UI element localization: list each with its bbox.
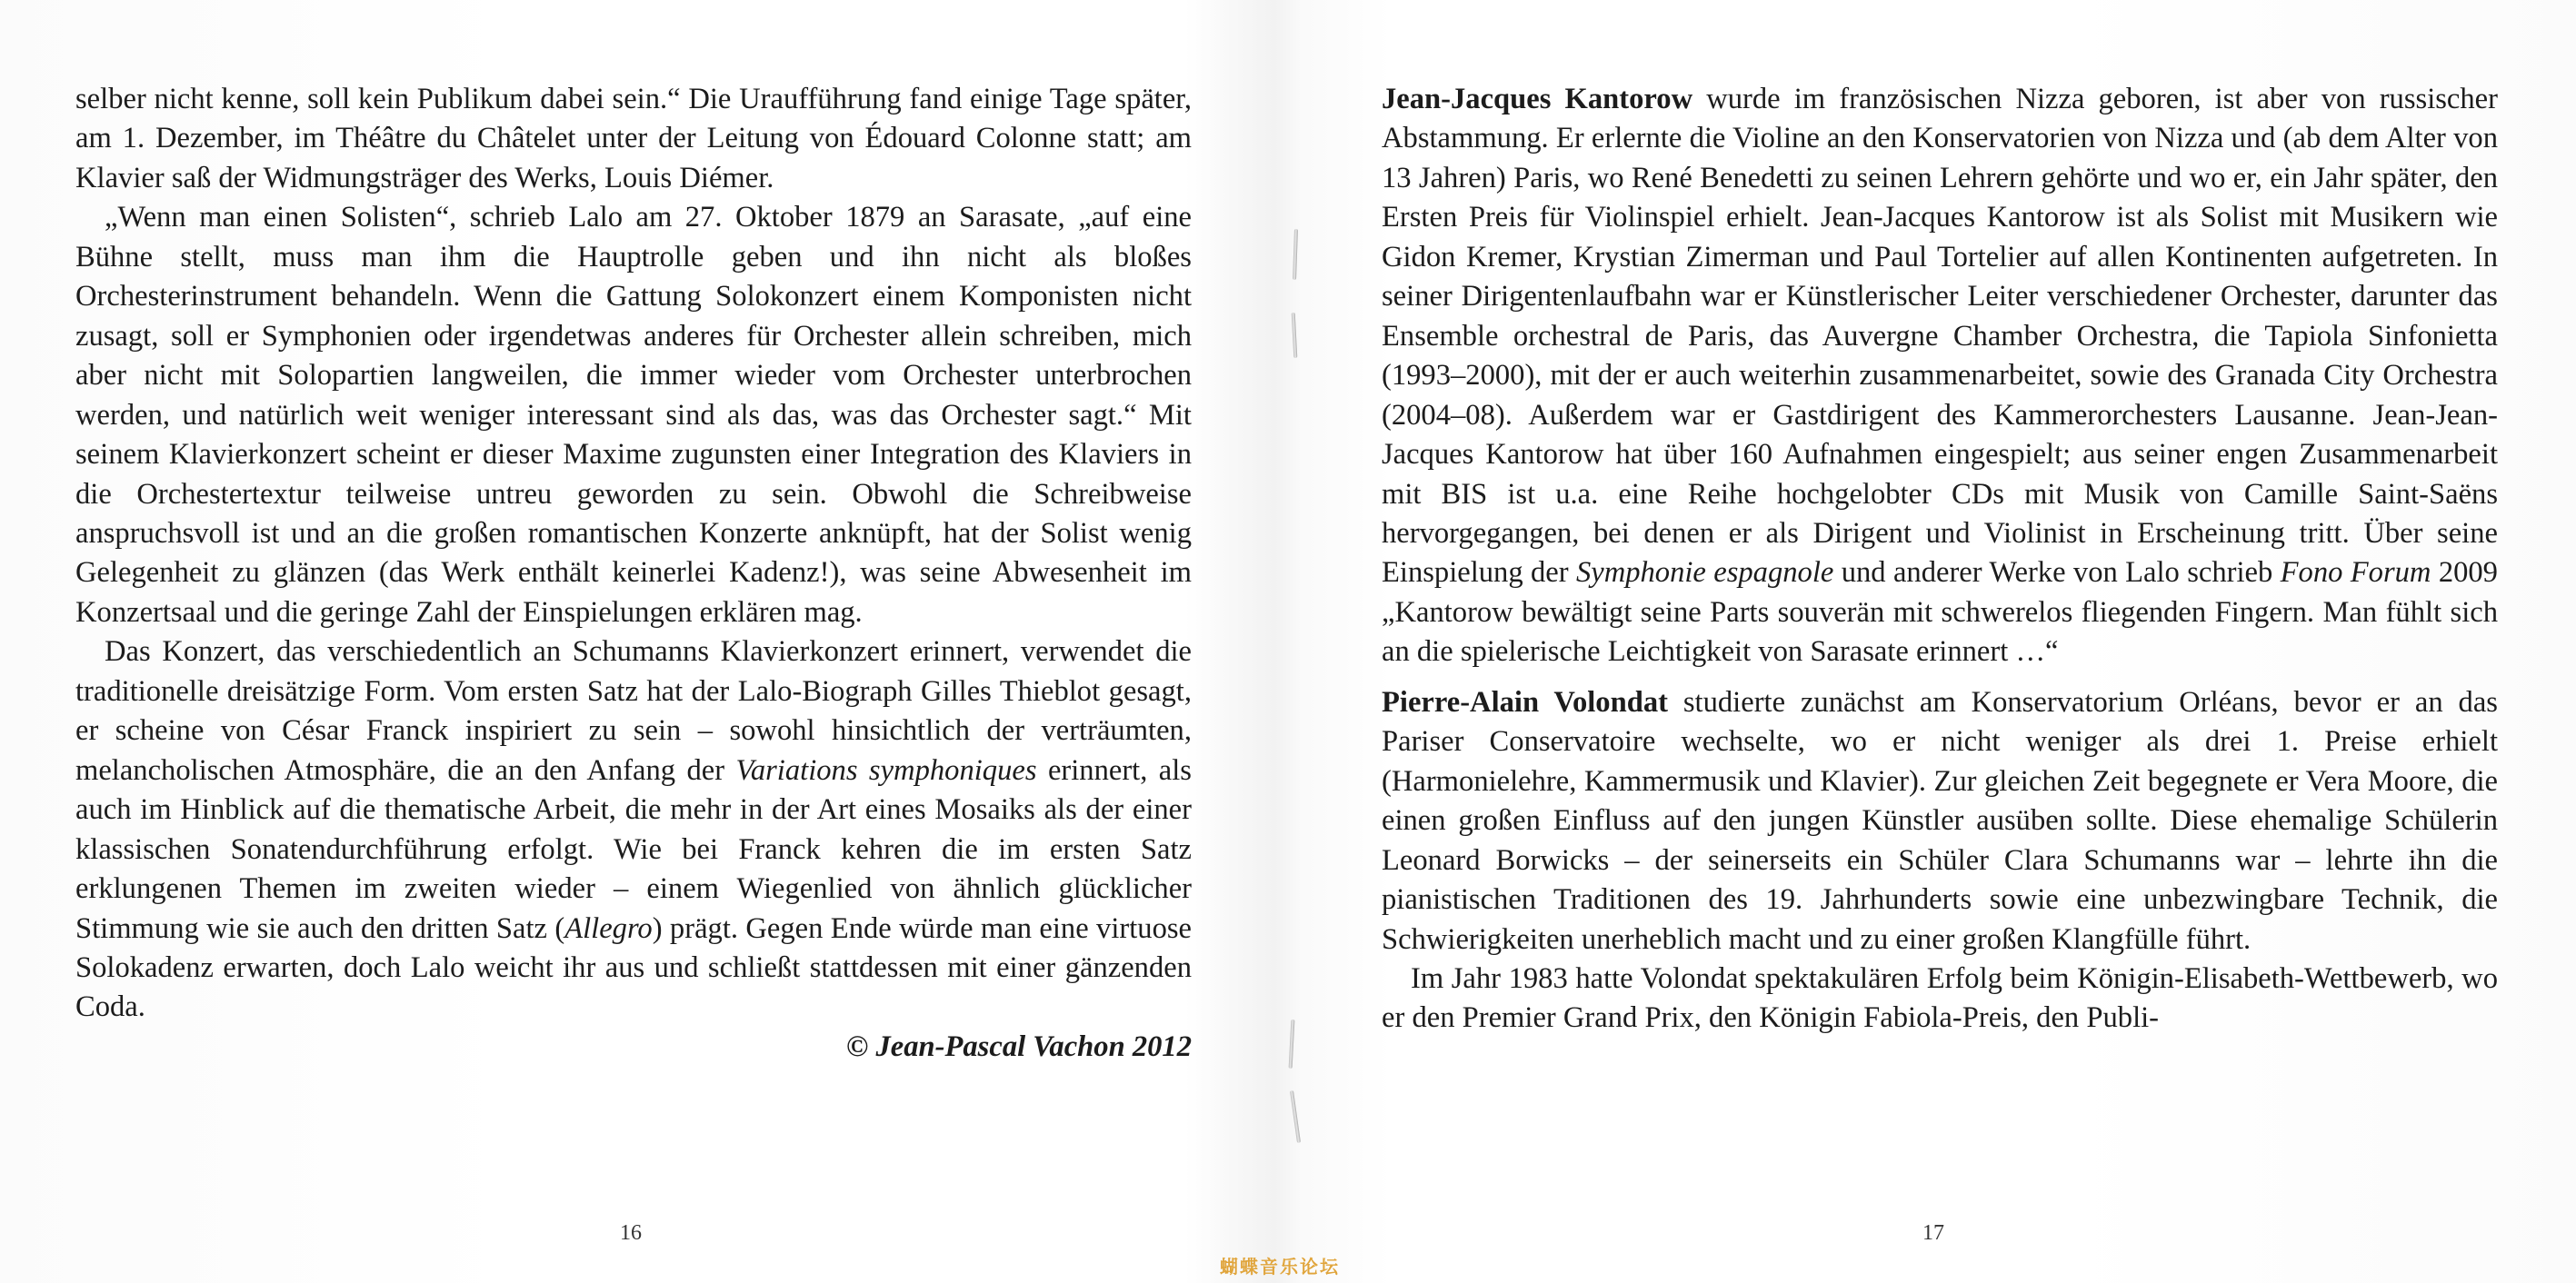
- text-run: und anderer Werke von Lalo schrieb: [1841, 556, 2273, 590]
- staple: [1290, 1090, 1301, 1143]
- work-title: Variations symphoniques: [735, 753, 1037, 787]
- tempo-marking: Allegro: [564, 911, 653, 945]
- forum-watermark: 蝴蝶音乐论坛: [1220, 1256, 1340, 1278]
- text-run: ) prägt. Gegen Ende würde man eine virtuose Solokadenz erwarten, doch Lalo weicht ihr aus und schließt stattdessen mit einer gänzenden Coda.: [75, 911, 1192, 1024]
- page-number-right: 17: [1922, 1221, 1944, 1245]
- right-page-text: [1382, 80, 2498, 1039]
- page-number-left: 16: [620, 1221, 642, 1245]
- staple: [1292, 313, 1298, 358]
- staple: [1289, 1019, 1295, 1069]
- paragraph: Im Jahr 1983 hatte Volondat spektakulären Erfolg beim Königin-Elisabeth-Wettbewerb, wo er den Premier Grand Prix, den Königin Fabiola-Preis, den Publi-: [1382, 961, 2498, 1035]
- text-run: erinnert, als auch im Hinblick auf die thematische Arbeit, die mehr in der Art eines Mosaiks als der einer klassischen Sonatendurchführung erfolgt. Wie bei Franck kehren die im ersten Satz erklungenen Themen im zweiten wieder – einem Wiegenlied von ähnlich glücklicher Stimmung wie sie auch den dritten Satz (: [75, 753, 1192, 945]
- staple: [1293, 229, 1298, 280]
- text-run: Das Konzert, das verschiedentlich an Schumanns Klavierkonzert erinnert, verwendet die traditionelle dreisätzige Form. Vom ersten Satz hat der Lalo-Biograph Gilles Thieblot gesagt, er scheine von César Franck inspiriert zu sein – sowohl hinsichtlich der verträumten, melancholischen Atmosphäre, die an den Anfang der: [75, 635, 1192, 787]
- artist-name: Pierre-Alain Volondat: [1382, 685, 1668, 719]
- biography-kantorow: [1382, 80, 2498, 672]
- author-credit: © Jean-Pascal Vachon 2012: [846, 1029, 1192, 1063]
- artist-name: Jean-Jacques Kantorow: [1382, 83, 1693, 115]
- paragraph: selber nicht kenne, soll kein Publikum dabei sein.“ Die Uraufführung fand einige Tage später, am 1. Dezember, im Théâtre du Châtelet unter der Leitung von Édouard Colonne statt; am Klavier saß der Widmungsträger des Werks, Louis Diémer.: [75, 83, 1192, 194]
- paragraph: „Wenn man einen Solisten“, schrieb Lalo am 27. Oktober 1879 an Sarasate, „auf eine Bühne stellt, muss man ihm die Hauptrolle geben und ihn nicht als bloßes Orchesterinstrument behandeln. Wenn die Gattung Solokonzert einem Komponisten nicht zusagt, soll er Symphonien oder irgendetwas anderes für Orchester allein schreiben, mich aber nicht mit Solopartien langweilen, die immer wieder vom Orchester unterbrochen werden, und natürlich weit weniger interessant sind als das, was das Orchester sagt.“ Mit seinem Klavierkonzert scheint er dieser Maxime zugunsten einer Integration des Klaviers in die Orchestertextur teilweise untreu geworden zu sein. Obwohl die Schreibweise anspruchsvoll ist und an die großen romantischen Konzerte anknüpft, hat der Solist wenig Gelegenheit zu glänzen (das Werk enthält keinerlei Kadenz!), was seine Abwesenheit im Konzertsaal und die geringe Zahl der Einspielungen erklären mag.: [75, 201, 1192, 629]
- text-run: 2009 „Kantorow bewältigt seine Parts souverän mit schwerelos fliegenden Fingern. Man fühlt sich an die spielerische Leichtigkeit von Sarasate erinnert …“: [1382, 556, 2498, 669]
- left-page-text: [75, 80, 1192, 1067]
- biography-volondat: [1382, 683, 2498, 960]
- paragraph: [75, 632, 1192, 1028]
- magazine-title: Fono Forum: [2280, 556, 2431, 590]
- text-run: studierte zunächst am Konservatorium Orléans, bevor er an das Pariser Conservatoire wechselte, wo er nicht weniger als drei 1. Preise erhielt (Harmonielehre, Kammermusik und Klavier). Zur gleichen Zeit begegnete er Vera Moore, die einen großen Einfluss auf den jungen Künstler ausüben sollte. Diese ehemalige Schülerin Leonard Borwicks – der seinerseits ein Schüler Clara Schumanns war – lehrte ihn die pianistischen Traditionen des 19. Jahrhunderts sowie eine unbezwingbare Technik, die Schwierigkeiten unerheblich macht und zu einer großen Klangfülle führt.: [1382, 685, 2498, 956]
- work-title: Symphonie espagnole: [1575, 556, 1834, 590]
- text-run: wurde im französischen Nizza geboren, ist aber von russischer Abstammung. Er erlernte die Violine an den Konservatorien von Nizza und (ab dem Alter von 13 Jahren) Paris, wo René Benedetti zu seinen Lehrern gehörte und wo er, ein Jahr später, den Ersten Preis für Violinspiel erhielt. Jean-Jacques Kantorow ist als Solist mit Musikern wie Gidon Kremer, Krystian Zimerman und Paul Tortelier auf allen Kontinenten aufgetreten. In seiner Dirigentenlaufbahn war er Künstlerischer Leiter verschiedener Orchester, darunter das Ensemble orchestral de Paris, das Auvergne Chamber Orchestra, die Tapiola Sinfonietta (1993–2000), mit der er auch weiterhin zusammenarbeitet, sowie des Granada City Orchestra (2004–08). Außerdem war er Gastdirigent des Kammerorchesters Lausanne. Jean-Jean-Jacques Kantorow hat über 160 Aufnahmen eingespielt; aus seiner engen Zusammenarbeit mit BIS ist u.a. eine Reihe hochgelobter CDs mit Musik von Camille Saint-Saëns hervorgegangen, bei denen er als Dirigent und Violinist in Erscheinung tritt. Über seine Einspielung der: [1382, 83, 2498, 590]
